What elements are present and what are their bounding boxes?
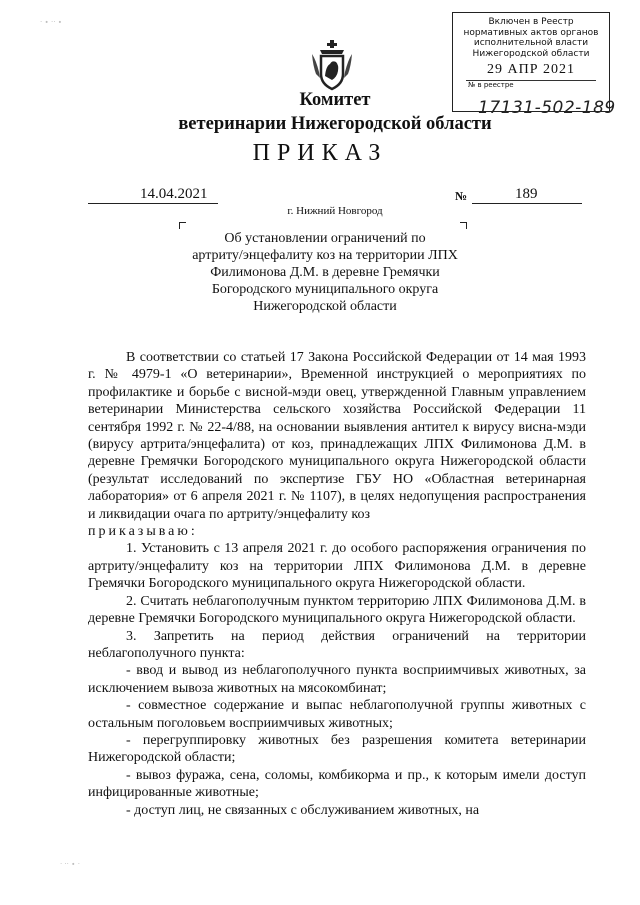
stamp-registry-number: 17131-502-189 [478,98,616,118]
stamp-line-4: Нижегородской области [472,48,590,59]
subject-line: Об установлении ограничений по [224,231,426,246]
stamp-reg-label: № в реестре [468,81,514,89]
date-underline [88,203,218,204]
number-label: № [455,189,468,203]
restriction-bullet: - вывоз фуража, сена, соломы, комбикорма и пр., к которым имели доступ инфицированные животные; [88,767,586,801]
order-item-2: 2. Считать неблагополучным пунктом территорию ЛПХ Филимонова Д.М. в деревне Гремячки Богородского муниципального округа Нижегородской области. [88,593,586,627]
order-item-1: 1. Установить с 13 апреля 2021 г. до особого распоряжения ограничения по артриту/энцефалиту коз на территории ЛПХ Филимонова Д.М. в деревне Гремячки Богородского муниципального округа Нижегородской области. [88,541,586,592]
subject-corner-right [460,222,467,229]
order-word: приказываю: [88,524,198,540]
scan-artifact: · ∙ ·· ∙ [40,18,63,26]
order-body [88,349,586,819]
restriction-bullet: - доступ лиц, не связанных с обслуживанием животных, на [126,802,480,818]
stamp-date: 29 АПР 2021 [486,62,575,77]
restriction-bullet: - совместное содержание и выпас неблагополучной группы животных с остальным поголовьем восприимчивых животных; [88,698,586,731]
committee-name [170,88,500,136]
committee-line-2: ветеринарии Нижегородской области [178,114,492,134]
city-label: г. Нижний Новгород [287,205,383,217]
committee-line-1: Комитет [299,90,371,110]
order-number: 189 [515,186,538,202]
restriction-bullet: - перегруппировку животных без разрешения комитета ветеринарии Нижегородской области; [88,732,586,766]
order-date: 14.04.2021 [140,186,208,202]
subject-corner-left [179,222,186,229]
stamp-line-2: нормативных актов органов [463,27,599,38]
number-underline [472,203,582,204]
document-title: ПРИКАЗ [252,140,388,166]
order-subject [180,230,470,315]
restriction-bullet: - ввод и вывод из неблагополучного пункта восприимчивых животных, за исключением вывоза животных на мясокомбинат; [88,663,586,696]
preamble-paragraph: В соответствии со статьей 17 Закона Российской Федерации от 14 мая 1993 г. № 4979-1 «О ветеринарии», Временной инструкцией о мероприятиях по профилактике и борьбе с висной-мэди овец, утвержденной Главным управлением ветеринарии Министерства сельского хозяйства Российской Федерации 11 сентября 1992 г. № 22-4/88, на основании выявления антител к вирусу висна-мэди (вирусу артрита/энцефалита) от коз, принадлежащих ЛПХ Филимонова Д.М. в деревне Гремячки Богородского муниципального округа Нижегородской области (результат исследований по экспертизе ГБУ НО «Областная ветеринарная лаборатория» от 6 апреля 2021 г. № 1107), в целях недопущения распространения и ликвидации очага по артриту/энцефалиту коз [88,350,586,522]
subject-line: Филимонова Д.М. в деревне Гремячки [210,265,440,280]
stamp-line-1: Включен в Реестр [488,17,574,27]
coat-of-arms-icon [310,38,354,92]
order-item-3: 3. Запретить на период действия ограничений на территории неблагополучного пункта: [88,628,586,661]
stamp-line-3: исполнительной власти [473,38,589,48]
subject-line: Нижегородской области [253,299,397,314]
scan-artifact: · ·· ∙ · [60,860,80,868]
subject-line: артриту/энцефалиту коз на территории ЛПХ [192,248,458,263]
subject-line: Богородского муниципального округа [211,282,439,297]
